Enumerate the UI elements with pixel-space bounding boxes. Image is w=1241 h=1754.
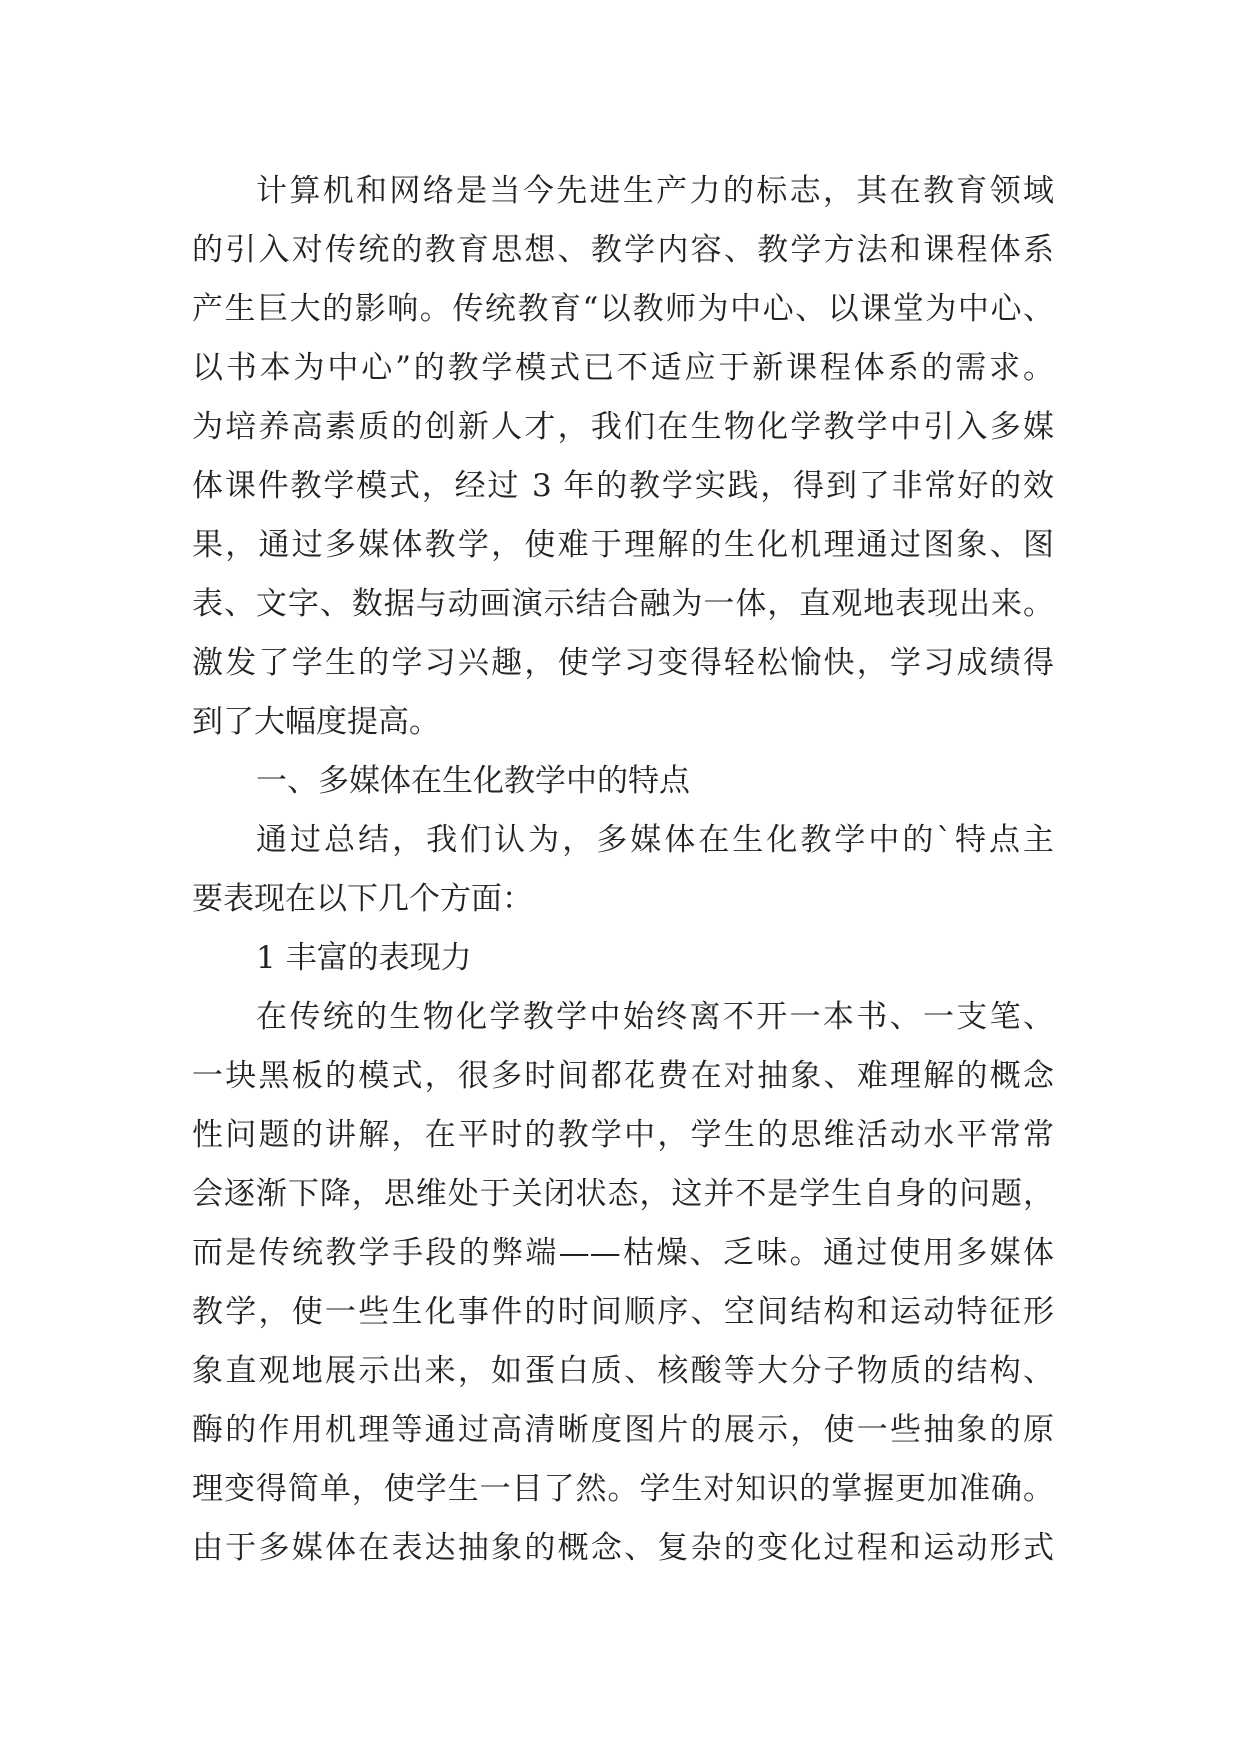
subsection-heading: 1 丰富的表现力 (256, 940, 472, 976)
paragraph-line: 酶的作用机理等通过高清晰度图片的展示，使一些抽象的原 (192, 1412, 1054, 1448)
paragraph-line: 教学，使一些生化事件的时间顺序、空间结构和运动特征形 (192, 1294, 1054, 1330)
paragraph-line: 通过总结，我们认为，多媒体在生化教学中的`特点主 (256, 822, 1054, 858)
paragraph-line: 一块黑板的模式，很多时间都花费在对抽象、难理解的概念 (192, 1058, 1054, 1094)
paragraph-line: 激发了学生的学习兴趣，使学习变得轻松愉快，学习成绩得 (192, 645, 1054, 681)
paragraph-line: 象直观地展示出来，如蛋白质、核酸等大分子物质的结构、 (192, 1353, 1054, 1389)
paragraph-line: 而是传统教学手段的弊端——枯燥、乏味。通过使用多媒体 (192, 1235, 1054, 1271)
paragraph-line: 体课件教学模式，经过 3 年的教学实践，得到了非常好的效 (192, 468, 1054, 504)
paragraph-line: 要表现在以下几个方面： (192, 881, 533, 917)
paragraph-line: 性问题的讲解，在平时的教学中，学生的思维活动水平常常 (192, 1117, 1054, 1153)
paragraph-line: 为培养高素质的创新人才，我们在生物化学教学中引入多媒 (192, 409, 1054, 445)
document-body (192, 162, 1054, 1578)
paragraph-line: 计算机和网络是当今先进生产力的标志，其在教育领域 (256, 173, 1054, 209)
paragraph-line: 的引入对传统的教育思想、教学内容、教学方法和课程体系 (192, 232, 1054, 268)
paragraph-line: 产生巨大的影响。传统教育“以教师为中心、以课堂为中心、 (192, 291, 1054, 327)
paragraph-line: 由于多媒体在表达抽象的概念、复杂的变化过程和运动形式 (192, 1530, 1054, 1566)
paragraph-line: 理变得简单，使学生一目了然。学生对知识的掌握更加准确。 (192, 1471, 1054, 1507)
paragraph-line: 果，通过多媒体教学，使难于理解的生化机理通过图象、图 (192, 527, 1054, 563)
paragraph-line: 以书本为中心”的教学模式已不适应于新课程体系的需求。 (192, 350, 1054, 386)
paragraph-line: 在传统的生物化学教学中始终离不开一本书、一支笔、 (256, 999, 1054, 1035)
paragraph-line: 会逐渐下降，思维处于关闭状态，这并不是学生自身的问题， (192, 1176, 1054, 1212)
paragraph-line: 表、文字、数据与动画演示结合融为一体，直观地表现出来。 (192, 586, 1054, 622)
section-heading: 一、多媒体在生化教学中的特点 (256, 763, 690, 799)
paragraph-line: 到了大幅度提高。 (192, 704, 440, 740)
